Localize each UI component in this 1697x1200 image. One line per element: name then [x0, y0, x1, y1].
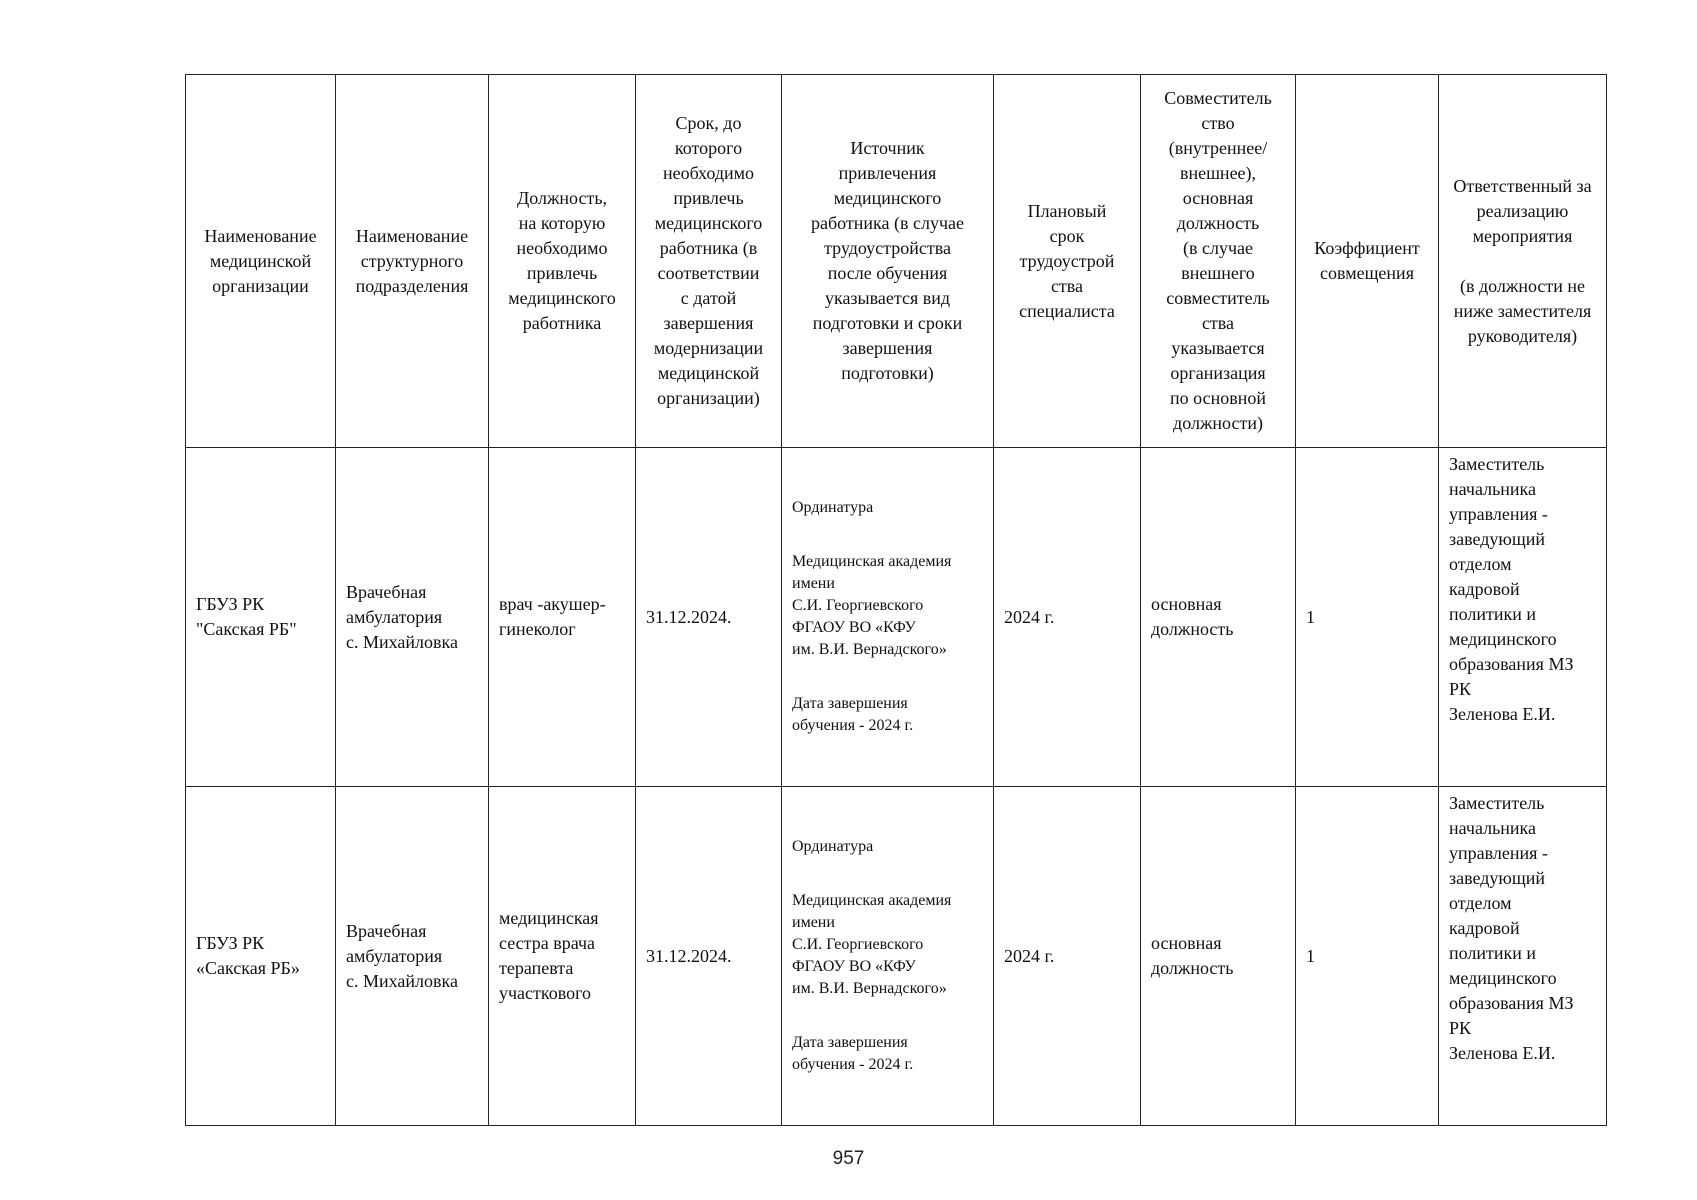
cell-position: медицинская сестра врача терапевта участкового: [489, 787, 636, 1126]
header-source: Источник привлечения медицинского работника (в случае трудоустройства после обучения указывается вид подготовки и сроки завершения подготовки): [782, 75, 994, 448]
cell-deadline: 31.12.2024.: [636, 787, 782, 1126]
staffing-table: [185, 74, 1607, 1126]
header-planned: Плановый срок трудоустрой ства специалиста: [994, 75, 1141, 448]
cell-unit: Врачебная амбулатория с. Михайловка: [336, 787, 489, 1126]
header-combination: Совместитель ство (внутреннее/ внешнее), основная должность (в случае внешнего совместитель ства указывается организация по основной должности): [1141, 75, 1296, 448]
table-row: [186, 448, 1607, 787]
source-institution: Медицинская академия имени С.И. Георгиевского ФГАОУ ВО «КФУ им. В.И. Вернадского»: [792, 553, 952, 658]
source-type: Ординатура: [792, 499, 874, 516]
source-institution: Медицинская академия имени С.И. Георгиевского ФГАОУ ВО «КФУ им. В.И. Вернадского»: [792, 892, 952, 997]
cell-responsible: Заместитель начальника управления - заведующий отделом кадровой политики и медицинского образования МЗ РК Зеленова Е.И.: [1439, 448, 1607, 787]
staffing-table-container: [185, 74, 1607, 1126]
cell-planned: 2024 г.: [994, 448, 1141, 787]
cell-org: ГБУЗ РК "Сакская РБ": [186, 448, 336, 787]
cell-unit: Врачебная амбулатория с. Михайловка: [336, 448, 489, 787]
cell-responsible: Заместитель начальника управления - заведующий отделом кадровой политики и медицинского образования МЗ РК Зеленова Е.И.: [1439, 787, 1607, 1126]
cell-deadline: 31.12.2024.: [636, 448, 782, 787]
cell-coefficient: 1: [1296, 448, 1439, 787]
cell-source: [782, 448, 994, 787]
header-deadline: Срок, до которого необходимо привлечь медицинского работника (в соответствии с датой завершения модернизации медицинской организации): [636, 75, 782, 448]
source-type: Ординатура: [792, 838, 874, 855]
cell-source: [782, 787, 994, 1126]
header-unit: Наименование структурного подразделения: [336, 75, 489, 448]
table-header-row: [186, 75, 1607, 448]
cell-org: ГБУЗ РК «Сакская РБ»: [186, 787, 336, 1126]
cell-coefficient: 1: [1296, 787, 1439, 1126]
header-position: Должность, на которую необходимо привлечь медицинского работника: [489, 75, 636, 448]
cell-planned: 2024 г.: [994, 787, 1141, 1126]
cell-position: врач -акушер- гинеколог: [489, 448, 636, 787]
header-coefficient: Коэффициент совмещения: [1296, 75, 1439, 448]
source-end-date: Дата завершения обучения - 2024 г.: [792, 695, 914, 734]
source-end-date: Дата завершения обучения - 2024 г.: [792, 1034, 914, 1073]
cell-combination: основная должность: [1141, 448, 1296, 787]
table-row: [186, 787, 1607, 1126]
header-responsible: Ответственный за реализацию мероприятия (в должности не ниже заместителя руководителя): [1439, 75, 1607, 448]
page-number: 957: [832, 1148, 865, 1169]
cell-combination: основная должность: [1141, 787, 1296, 1126]
header-org: Наименование медицинской организации: [186, 75, 336, 448]
